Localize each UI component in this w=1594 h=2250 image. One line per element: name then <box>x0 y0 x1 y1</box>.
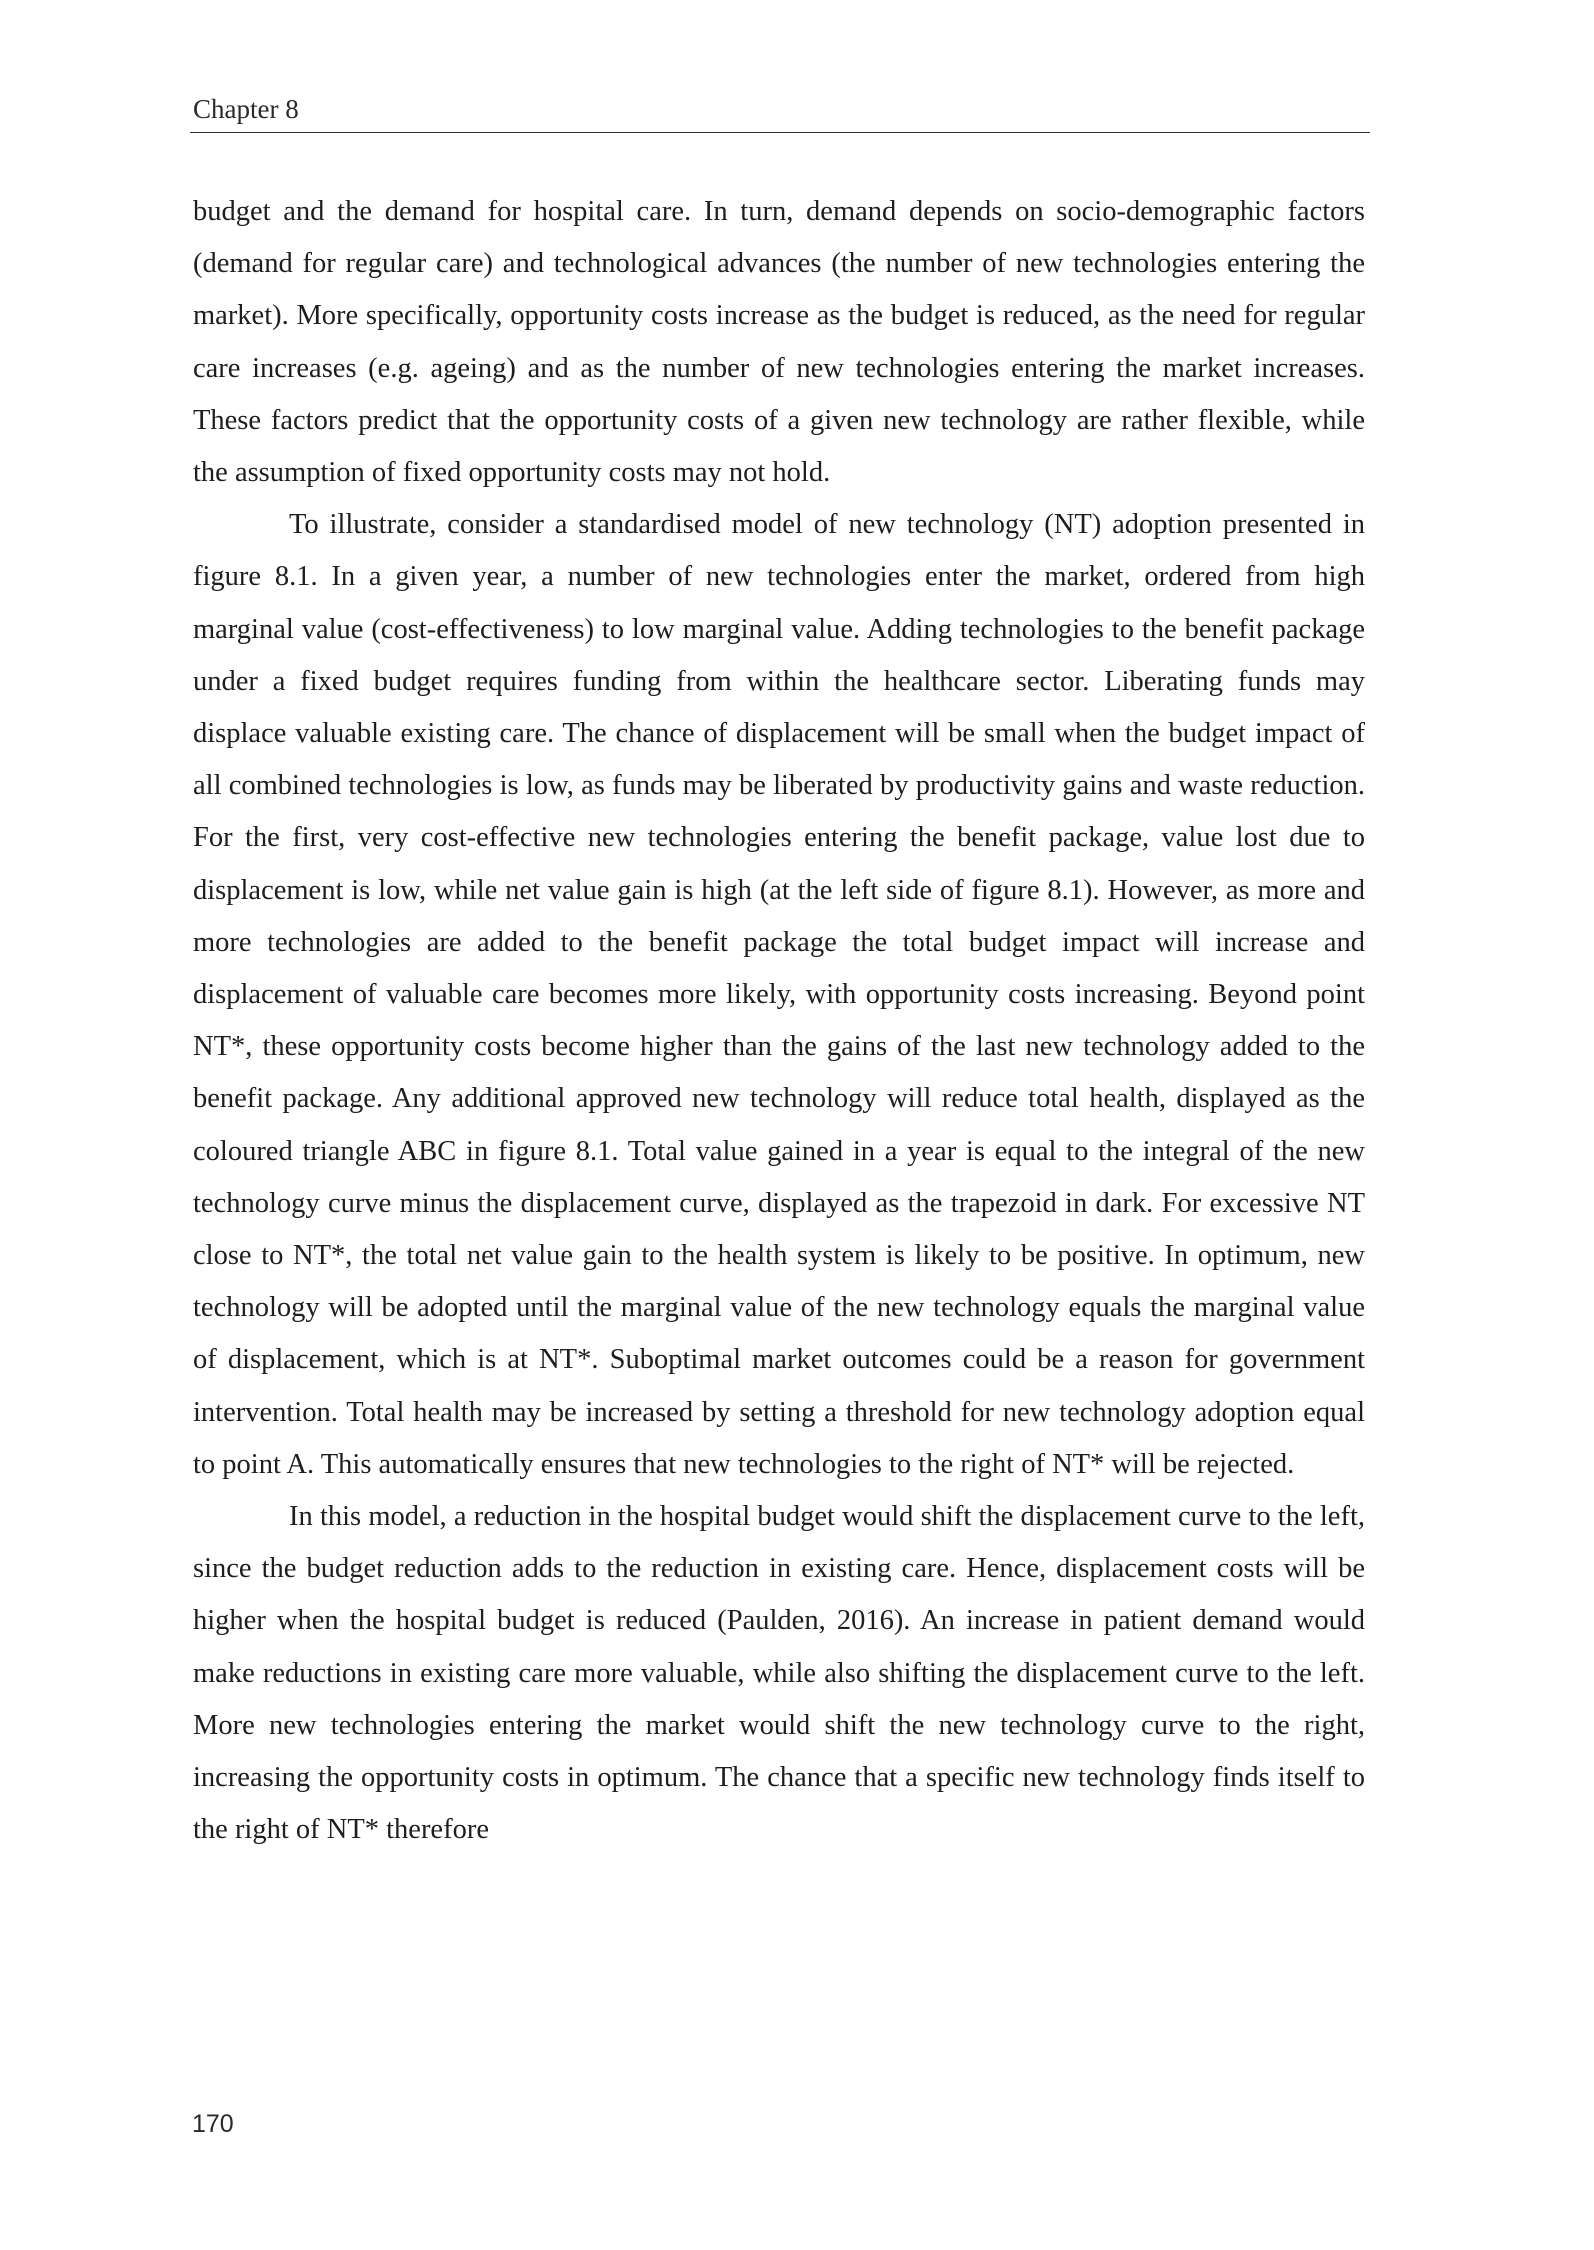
chapter-label: Chapter 8 <box>193 94 299 124</box>
body-text <box>193 186 1365 1857</box>
page-number: 170 <box>192 2110 234 2138</box>
paragraph-budget-reduction: In this model, a reduction in the hospital budget would shift the displacement curve to the left, since the budget reduction adds to the reduction in existing care. Hence, displacement costs will be higher when the hospital budget is reduced (Paulden, 2016). An increase in patient demand would make reductions in existing care more valuable, while also shifting the displacement curve to the left. More new technologies entering the market would shift the new technology curve to the right, increasing the opportunity costs in optimum. The chance that a specific new technology finds itself to the right of NT* therefore <box>193 1501 1365 1846</box>
paragraph-continued: budget and the demand for hospital care. In turn, demand depends on socio-demographic factors (demand for regular care) and technological advances (the number of new technologies entering the market). More specifically, opportunity costs increase as the budget is reduced, as the need for regular care increases (e.g. ageing) and as the number of new technologies entering the market increases. These factors predict that the opportunity costs of a given new technology are rather flexible, while the assumption of fixed opportunity costs may not hold. <box>193 196 1365 489</box>
paragraph-nt-adoption-model: To illustrate, consider a standardised model of new technology (NT) adoption presented in figure 8.1. In a given year, a number of new technologies enter the market, ordered from high marginal value (cost-effectiveness) to low marginal value. Adding technologies to the benefit package under a fixed budget requires funding from within the healthcare sector. Liberating funds may displace valuable existing care. The chance of displacement will be small when the budget impact of all combined technologies is low, as funds may be liberated by productivity gains and waste reduction. For the first, very cost-effective new technologies entering the benefit package, value lost due to displacement is low, while net value gain is high (at the left side of figure 8.1). However, as more and more technologies are added to the benefit package the total budget impact will increase and displacement of valuable care becomes more likely, with opportunity costs increasing. Beyond point NT*, these opportunity costs become higher than the gains of the last new technology added to the benefit package. Any additional approved new technology will reduce total health, displayed as the coloured triangle ABC in figure 8.1. Total value gained in a year is equal to the integral of the new technology curve minus the displacement curve, displayed as the trapezoid in dark. For excessive NT close to NT*, the total net value gain to the health system is likely to be positive. In optimum, new technology will be adopted until the marginal value of the new technology equals the marginal value of displacement, which is at NT*. Suboptimal market outcomes could be a reason for government intervention. Total health may be increased by setting a threshold for new technology adoption equal to point A. This automatically ensures that new technologies to the right of NT* will be rejected. <box>193 509 1365 1480</box>
running-header <box>190 92 1370 133</box>
